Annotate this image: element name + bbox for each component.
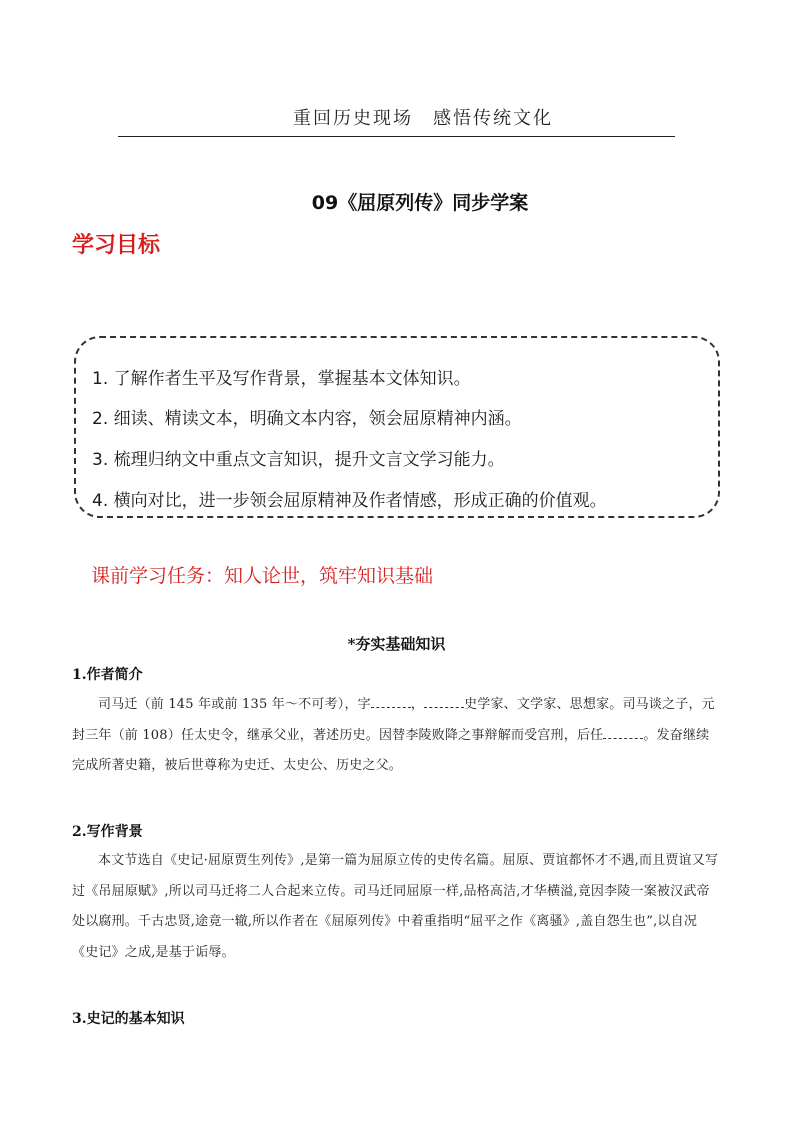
- shiji-basics-heading: 3.史记的基本知识: [72, 1011, 185, 1027]
- background-heading: 2.写作背景: [72, 824, 143, 840]
- goal-item-1: 1. 了解作者生平及写作背景，掌握基本文体知识。: [92, 369, 471, 389]
- goals-heading: 学习目标: [72, 233, 161, 258]
- goal-item-2: 2. 细读、精读文本，明确文本内容，领会屈原精神内涵。: [92, 409, 522, 429]
- author-text-3: 史学家、文学家、思想家。司马谈之子，元封三年（前 108）任太史令，继承父业，著述历史。因替李陵败降之事辩解而受宫刑，后任: [72, 697, 715, 743]
- task-subheading: *夯实基础知识: [347, 635, 446, 653]
- header-title: 重回历史现场 感悟传统文化: [293, 108, 553, 129]
- fill-blank-3[interactable]: [603, 728, 643, 739]
- task-heading: 课前学习任务：知人论世，筑牢知识基础: [91, 565, 434, 587]
- document-title: 09《屈原列传》同步学案: [311, 192, 529, 214]
- fill-blank-1[interactable]: [371, 697, 411, 708]
- author-text-2: ，: [410, 697, 425, 712]
- author-text-4: 。发奋继续完成所著史籍，被后世尊称为史迁、太史公、历史之父。: [72, 727, 710, 773]
- fill-blank-2[interactable]: [424, 697, 464, 708]
- header-divider: [118, 136, 675, 137]
- author-intro-paragraph: [72, 690, 722, 782]
- goal-item-4: 4. 横向对比，进一步领会屈原精神及作者情感，形成正确的价值观。: [92, 491, 607, 511]
- background-paragraph: 本文节选自《史记·屈原贾生列传》,是第一篇为屈原立传的史传名篇。屈原、贾谊都怀才不遇,而且贾谊又写过《吊屈原赋》,所以司马迁将二人合起来立传。司马迁同屈原一样,品格高洁,才华横溢,竟因李陵一案被汉武帝处以腐刑。千古忠贤,途竟一辙,所以作者在《屈原列传》中着重指明“屈平之作《离骚》,盖自怨生也”,以自况《史记》之成,是基于诟辱。: [72, 853, 719, 960]
- goal-item-3: 3. 梳理归纳文中重点文言知识，提升文言文学习能力。: [92, 450, 505, 470]
- author-intro-heading: 1.作者简介: [72, 667, 143, 683]
- author-text-1: 司马迁（前 145 年或前 135 年～不可考），字: [98, 697, 371, 712]
